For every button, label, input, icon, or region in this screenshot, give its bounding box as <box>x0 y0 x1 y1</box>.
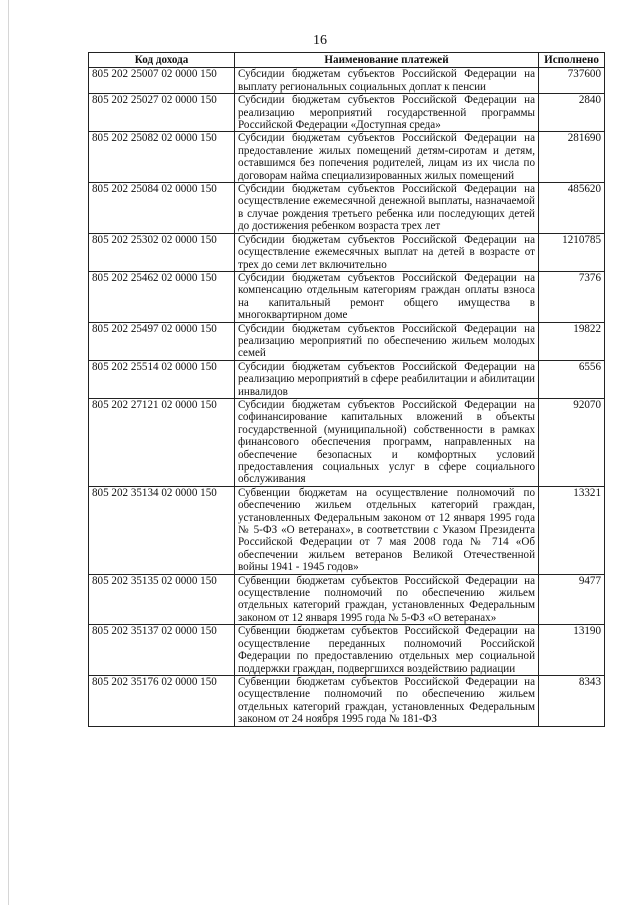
table-row <box>89 271 605 322</box>
table-row <box>89 233 605 271</box>
cell-amount: 13190 <box>539 625 605 676</box>
cell-amount: 281690 <box>539 132 605 183</box>
cell-amount: 737600 <box>539 68 605 94</box>
table-row <box>89 68 605 94</box>
cell-name: Субвенции бюджетам на осуществление полномочий по обеспечению жильем отдельных категорий граждан, установленных Федеральным законом от 12 января 1995 года № 5-ФЗ «О ветеранах», в соответствии с Указом Президента Российской Федерации от 7 мая 2008 года № 714 «Об обеспечении жильем ветеранов Великой Отечественной войны 1941 - 1945 годов» <box>235 486 539 574</box>
cell-amount: 2840 <box>539 94 605 132</box>
cell-code: 805 202 25007 02 0000 150 <box>89 68 235 94</box>
header-name: Наименование платежей <box>235 53 539 68</box>
cell-amount: 9477 <box>539 574 605 625</box>
table-row <box>89 360 605 398</box>
cell-name: Субсидии бюджетам субъектов Российской Федерации на реализацию мероприятий в сфере реабилитации и абилитации инвалидов <box>235 360 539 398</box>
header-code: Код дохода <box>89 53 235 68</box>
cell-code: 805 202 35137 02 0000 150 <box>89 625 235 676</box>
cell-amount: 13321 <box>539 486 605 574</box>
cell-code: 805 202 35176 02 0000 150 <box>89 675 235 726</box>
table-header-row <box>89 53 605 68</box>
cell-name: Субсидии бюджетам субъектов Российской Федерации на компенсацию отдельным категориям граждан оплаты взноса на капитальный ремонт общего имущества в многоквартирном доме <box>235 271 539 322</box>
cell-amount: 19822 <box>539 322 605 360</box>
scan-edge <box>8 0 9 905</box>
cell-name: Субсидии бюджетам субъектов Российской Федерации на софинансирование капитальных вложений в объекты государственной (муниципальной) собственности в рамках финансового обеспечения программ, направленных на обеспечение безопасных и комфортных условий предоставления социальных услуг в сфере социального обслуживания <box>235 398 539 486</box>
cell-code: 805 202 27121 02 0000 150 <box>89 398 235 486</box>
revenue-table <box>88 52 605 727</box>
cell-name: Субвенции бюджетам субъектов Российской Федерации на осуществление полномочий по обеспечению жильем отдельных категорий граждан, установленных Федеральным законом от 24 ноября 1995 года № 181-ФЗ <box>235 675 539 726</box>
cell-code: 805 202 25027 02 0000 150 <box>89 94 235 132</box>
cell-name: Субсидии бюджетам субъектов Российской Федерации на выплату региональных социальных доплат к пенсии <box>235 68 539 94</box>
page-number: 16 <box>313 33 327 48</box>
cell-name: Субвенции бюджетам субъектов Российской Федерации на осуществление полномочий по обеспечению жильем отдельных категорий граждан, установленных Федеральным законом от 12 января 1995 года № 5-ФЗ «О ветеранах» <box>235 574 539 625</box>
table-row <box>89 486 605 574</box>
cell-name: Субсидии бюджетам субъектов Российской Федерации на осуществление ежемесячной денежной выплаты, назначаемой в случае рождения третьего ребенка или последующих детей до достижения ребенком возраста трех лет <box>235 183 539 234</box>
cell-code: 805 202 25497 02 0000 150 <box>89 322 235 360</box>
table-row <box>89 183 605 234</box>
cell-amount: 1210785 <box>539 233 605 271</box>
table-row <box>89 322 605 360</box>
cell-name: Субвенции бюджетам субъектов Российской Федерации на осуществление переданных полномочий Российской Федерации по предоставлению отдельных мер социальной поддержки граждан, подвергшихся воздействию радиации <box>235 625 539 676</box>
table-row <box>89 625 605 676</box>
cell-code: 805 202 25514 02 0000 150 <box>89 360 235 398</box>
cell-code: 805 202 25462 02 0000 150 <box>89 271 235 322</box>
header-amount: Исполнено <box>539 53 605 68</box>
cell-amount: 485620 <box>539 183 605 234</box>
cell-amount: 6556 <box>539 360 605 398</box>
cell-name: Субсидии бюджетам субъектов Российской Федерации на предоставление жилых помещений детям-сиротам и детям, оставшимся без попечения родителей, лицам из их числа по договорам найма специализированных жилых помещений <box>235 132 539 183</box>
cell-code: 805 202 35134 02 0000 150 <box>89 486 235 574</box>
cell-code: 805 202 35135 02 0000 150 <box>89 574 235 625</box>
cell-name: Субсидии бюджетам субъектов Российской Федерации на осуществление ежемесячных выплат на детей в возрасте от трех до семи лет включительно <box>235 233 539 271</box>
cell-code: 805 202 25082 02 0000 150 <box>89 132 235 183</box>
table-row <box>89 675 605 726</box>
cell-code: 805 202 25302 02 0000 150 <box>89 233 235 271</box>
cell-name: Субсидии бюджетам субъектов Российской Федерации на реализацию мероприятий государственной программы Российской Федерации «Доступная среда» <box>235 94 539 132</box>
table-row <box>89 398 605 486</box>
cell-name: Субсидии бюджетам субъектов Российской Федерации на реализацию мероприятий по обеспечению жильем молодых семей <box>235 322 539 360</box>
table-row <box>89 94 605 132</box>
cell-amount: 8343 <box>539 675 605 726</box>
table-row <box>89 132 605 183</box>
cell-code: 805 202 25084 02 0000 150 <box>89 183 235 234</box>
cell-amount: 7376 <box>539 271 605 322</box>
table-row <box>89 574 605 625</box>
cell-amount: 92070 <box>539 398 605 486</box>
